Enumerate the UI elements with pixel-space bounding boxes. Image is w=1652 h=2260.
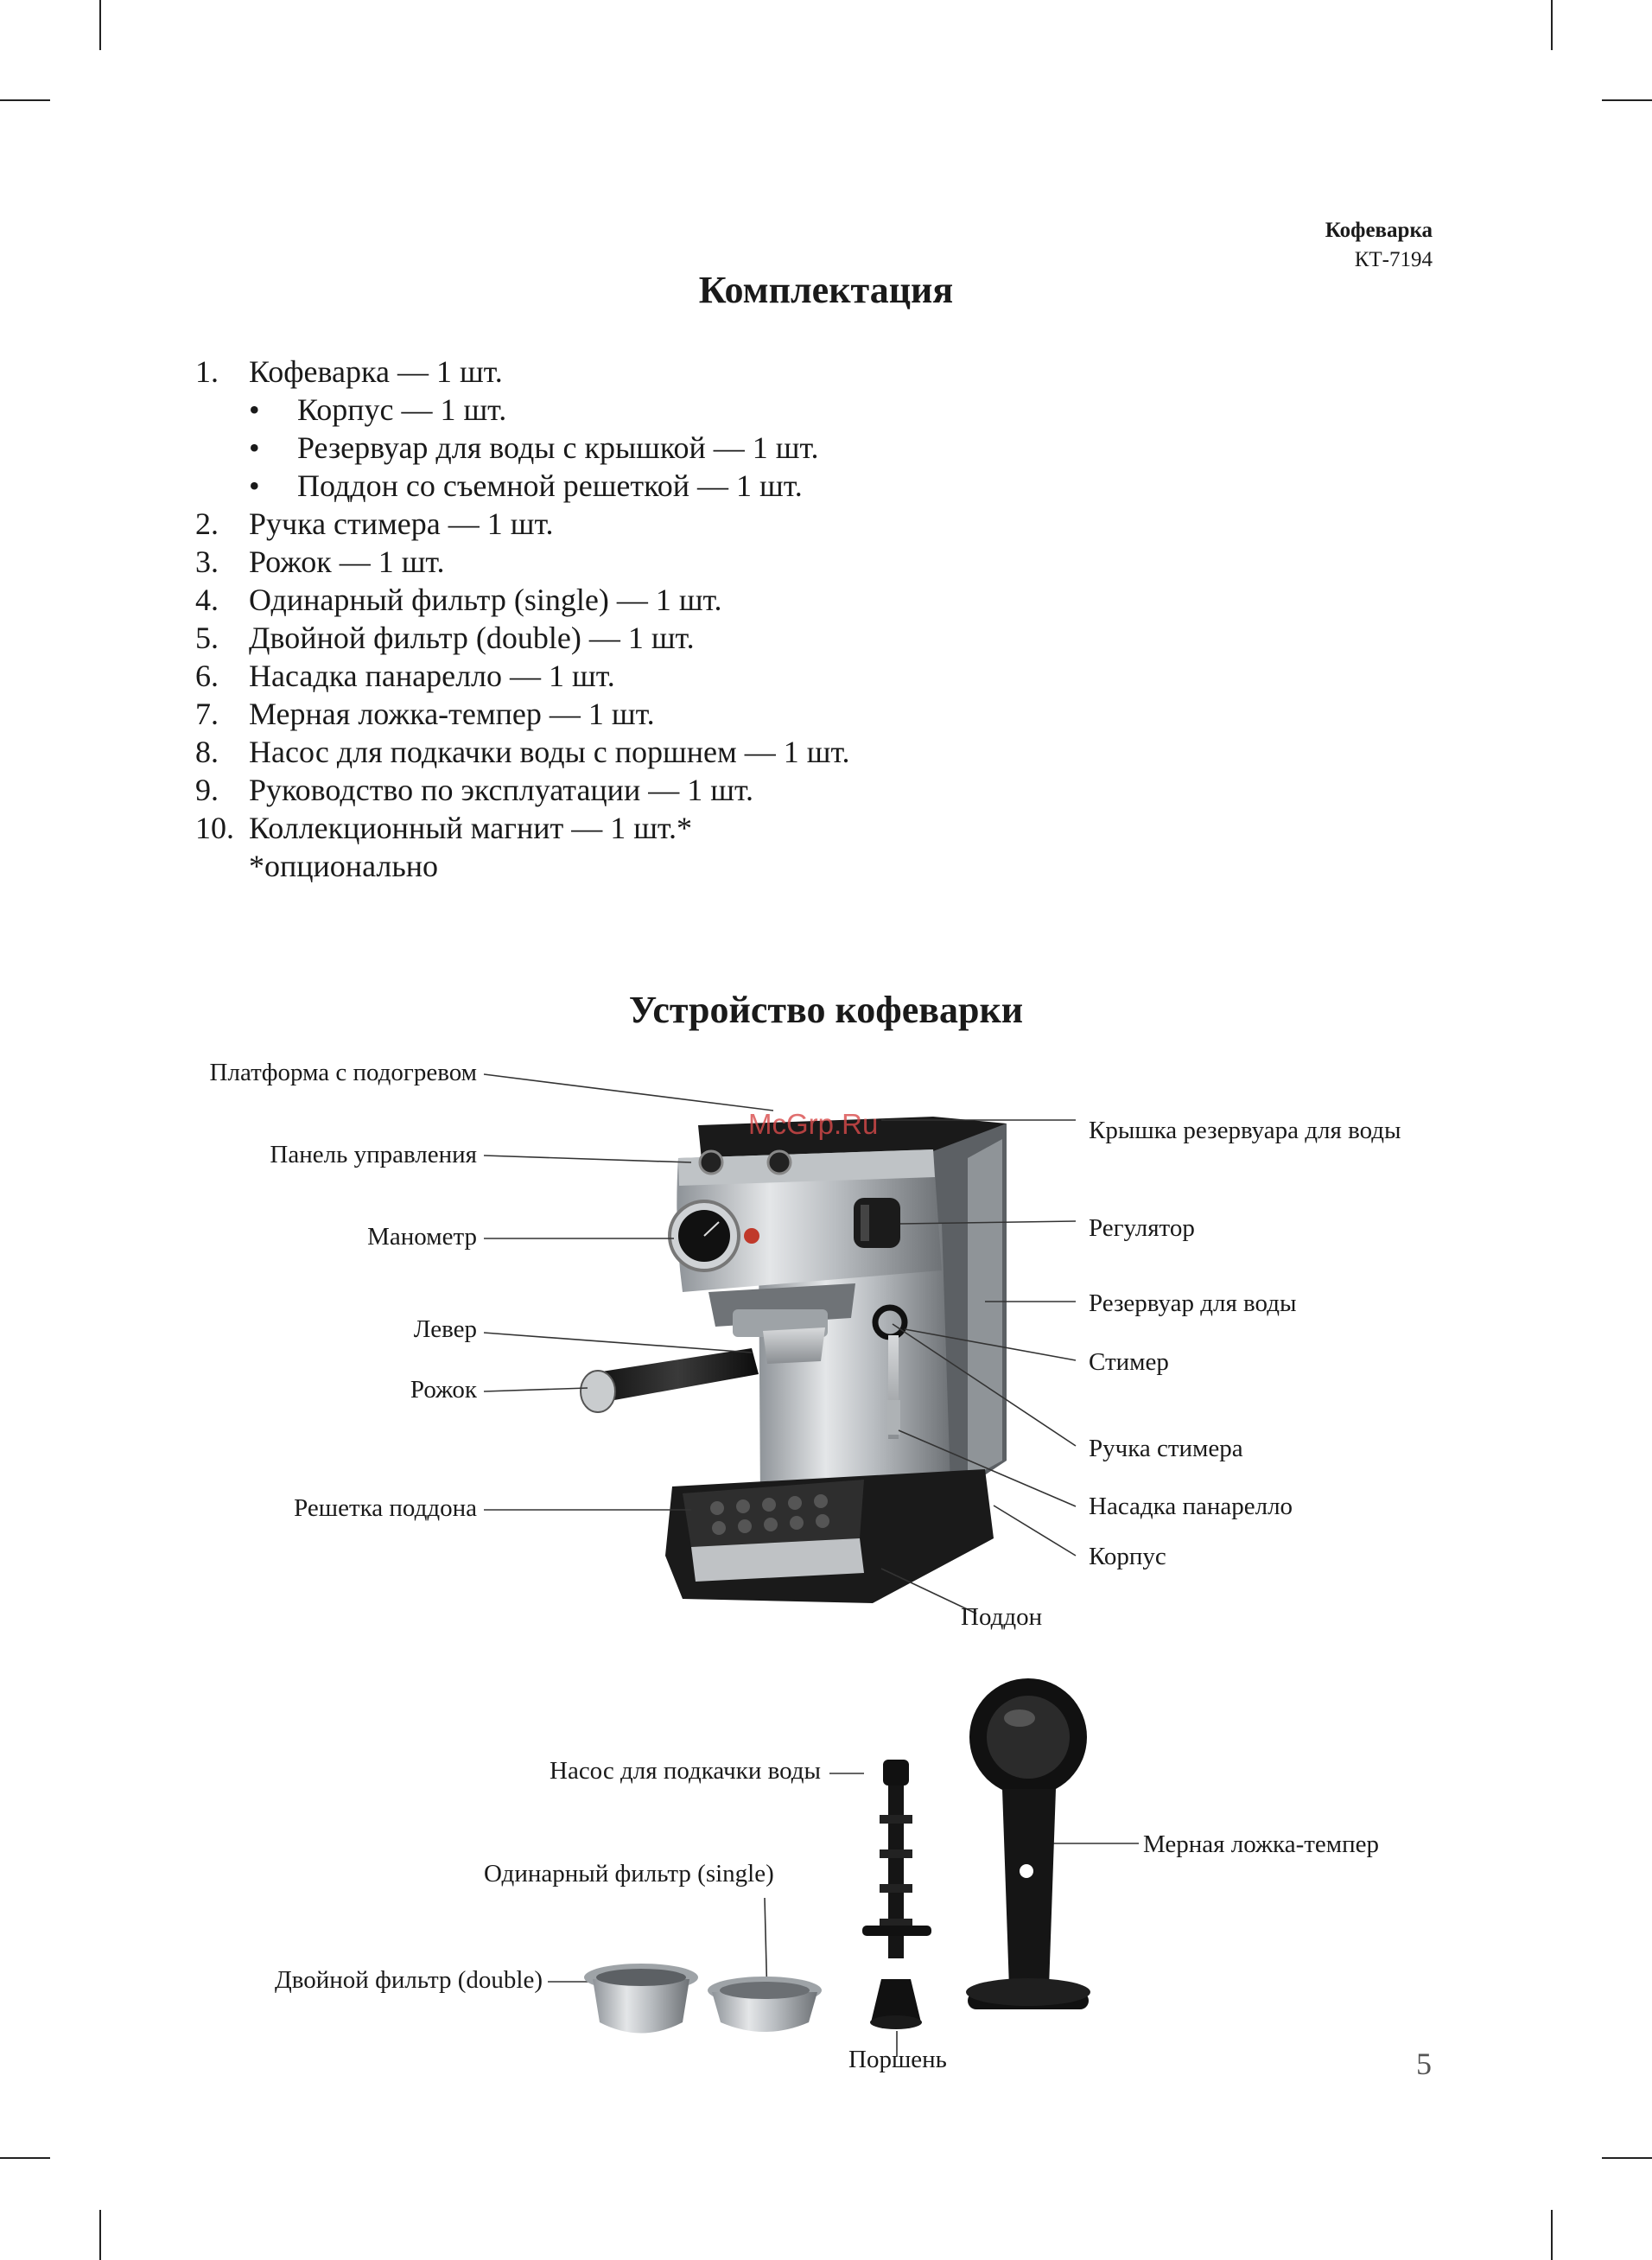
label-manometer: Манометр <box>367 1223 477 1251</box>
list-item-text: Коллекционный магнит — 1 шт.* <box>249 811 692 845</box>
label-control-panel: Панель управления <box>270 1141 477 1168</box>
page-number: 5 <box>1416 2047 1432 2081</box>
list-item-number: 1. <box>195 354 219 389</box>
list-item-text: Ручка стимера — 1 шт. <box>249 506 554 541</box>
list-item-number: 4. <box>195 583 219 617</box>
list-item-text: Резервуар для воды с крышкой — 1 шт. <box>297 430 819 465</box>
list-item-number: 2. <box>195 506 219 541</box>
header-model-number: КТ-7194 <box>1354 248 1433 271</box>
list-item-number: 3. <box>195 544 219 579</box>
list-item-text: Мерная ложка-темпер — 1 шт. <box>249 697 655 731</box>
label-lever: Левер <box>413 1315 477 1343</box>
list-item-text: Насадка панарелло — 1 шт. <box>249 659 615 693</box>
list-item-text: Насос для подкачки воды с поршнем — 1 шт. <box>249 735 850 769</box>
device-section-title: Устройство кофеварки <box>628 989 1024 1031</box>
label-double-filter: Двойной фильтр (double) <box>274 1966 543 1994</box>
label-water-tank: Резервуар для воды <box>1089 1289 1297 1317</box>
pump-piston-illustration <box>862 1760 931 2029</box>
list-item-number: 9. <box>195 773 219 807</box>
bullet-marker: • <box>249 392 260 427</box>
coffee-machine-illustration <box>581 1117 1007 1603</box>
bullet-marker: • <box>249 430 260 465</box>
label-panarello: Насадка панарелло <box>1089 1493 1293 1520</box>
label-drip-grid: Решетка поддона <box>294 1494 477 1522</box>
label-platform: Платформа с подогревом <box>209 1059 477 1086</box>
label-single-filter: Одинарный фильтр (single) <box>484 1860 774 1888</box>
header-product-name: Кофеварка <box>1325 219 1433 242</box>
label-water-pump: Насос для подкачки воды <box>550 1757 821 1785</box>
bullet-marker: • <box>249 468 260 503</box>
double-filter-illustration <box>584 1964 698 2034</box>
kit-section-title: Комплектация <box>698 269 954 311</box>
list-item-text: Двойной фильтр (double) — 1 шт. <box>249 621 695 655</box>
label-regulator: Регулятор <box>1089 1214 1195 1242</box>
label-body: Корпус <box>1089 1543 1166 1570</box>
label-drip-tray: Поддон <box>961 1603 1043 1631</box>
list-item-text: Руководство по эксплуатации — 1 шт. <box>249 773 753 807</box>
list-item-number: 10. <box>195 811 234 845</box>
list-item-text: Корпус — 1 шт. <box>297 392 507 427</box>
label-tank-lid: Крышка резервуара для воды <box>1089 1117 1401 1144</box>
list-item-text: Кофеварка — 1 шт. <box>249 354 503 389</box>
list-item-number: 8. <box>195 735 219 769</box>
list-item-text: Поддон со съемной решеткой — 1 шт. <box>297 468 803 503</box>
list-item-text: *опционально <box>249 849 439 883</box>
label-piston: Поршень <box>848 2046 947 2073</box>
list-item-text: Рожок — 1 шт. <box>249 544 445 579</box>
watermark: McGrp.Ru <box>748 1108 879 1140</box>
label-tamper: Мерная ложка-темпер <box>1143 1830 1380 1858</box>
list-item-number: 7. <box>195 697 219 731</box>
single-filter-illustration <box>708 1977 822 2032</box>
list-item-text: Одинарный фильтр (single) — 1 шт. <box>249 583 722 617</box>
label-steamer-handle: Ручка стимера <box>1089 1435 1243 1462</box>
label-portafilter: Рожок <box>410 1376 477 1404</box>
label-steamer: Стимер <box>1089 1348 1169 1376</box>
list-item-number: 5. <box>195 621 219 655</box>
list-item-number: 6. <box>195 659 219 693</box>
